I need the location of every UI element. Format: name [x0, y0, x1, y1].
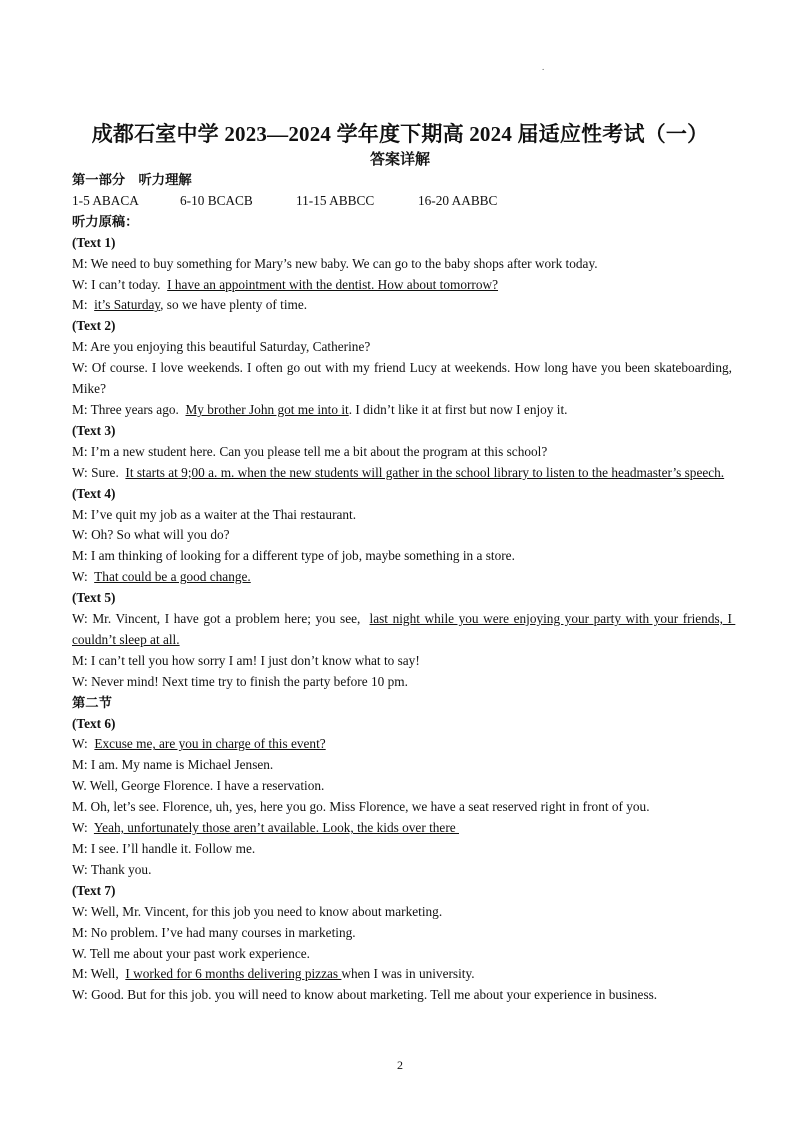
dialogue-line	[72, 985, 732, 1006]
dialogue-line	[72, 755, 732, 776]
answer-group-1: 1-5 ABACA	[72, 192, 139, 208]
dialogue-text: W: Never mind! Next time try to finish the party before 10 pm.	[72, 673, 408, 689]
dialogue-text: M: I’ve quit my job as a waiter at the Thai restaurant.	[72, 506, 357, 522]
answer-key	[72, 191, 732, 212]
dialogue-text: W:	[72, 820, 94, 836]
dialogue-line	[72, 776, 732, 797]
text-label: (Text 1)	[72, 234, 116, 250]
dialogue-text: M: No problem. I’ve had many courses in marketing.	[72, 924, 356, 940]
dialogue-text: M. Oh, let’s see. Florence, uh, yes, here you go. Miss Florence, we have a seat reserved right in front of you.	[72, 799, 650, 815]
text-label: (Text 7)	[72, 882, 116, 898]
dialogue-line	[72, 734, 732, 755]
dialogue-text: M: I’m a new student here. Can you please tell me a bit about the program at this school?	[72, 443, 548, 459]
text-label: (Text 6)	[72, 715, 116, 731]
answer-cue-underlined: I worked for 6 months delivering pizzas	[125, 966, 342, 982]
dialogue-text: W: Mr. Vincent, I have got a problem here; you see,	[72, 611, 370, 627]
answer-group-2: 6-10 BCACB	[180, 192, 253, 208]
dialogue-line	[72, 525, 732, 546]
answer-cue-underlined: it’s Saturday	[94, 297, 161, 313]
section1-transcripts	[72, 233, 736, 693]
section2-transcripts	[72, 714, 732, 1007]
answer-cue-underlined: It starts at 9;00 a. m. when the new students will gather in the school library to listen to the headmaster’s speech.	[125, 464, 725, 480]
document-body	[72, 170, 736, 1006]
dialogue-text: M: I can’t tell you how sorry I am! I just don’t know what to say!	[72, 652, 420, 668]
dialogue-text: W: Oh? So what will you do?	[72, 527, 230, 543]
answer-cue-underlined: My brother John got me into it	[185, 401, 349, 417]
transcript-heading: 听力原稿：	[72, 213, 139, 229]
corner-mark: .	[542, 62, 545, 72]
section1-heading: 第一部分 听力理解	[72, 172, 192, 187]
answer-cue-underlined: Yeah, unfortunately those aren’t available. Look, the kids over there	[93, 820, 459, 836]
answer-cue-underlined: last night while you were enjoying your party with your friends, I couldn’t sleep at all.	[72, 611, 736, 647]
dialogue-text: when I was in university.	[341, 966, 475, 982]
dialogue-line	[72, 442, 732, 463]
dialogue-text: W: Thank you.	[72, 861, 152, 877]
dialogue-line	[72, 839, 732, 860]
dialogue-line	[72, 463, 732, 484]
dialogue-text: W: Well, Mr. Vincent, for this job you need to know about marketing.	[72, 903, 443, 919]
dialogue-text: M: Well,	[72, 966, 126, 982]
answer-cue-underlined: Excuse me, are you in charge of this event?	[94, 736, 326, 752]
dialogue-line	[72, 797, 732, 818]
dialogue-line	[72, 964, 732, 985]
dialogue-line	[72, 546, 732, 567]
dialogue-line	[72, 275, 732, 296]
dialogue-text: M: I am. My name is Michael Jensen.	[72, 757, 274, 773]
dialogue-line	[72, 337, 732, 358]
dialogue-line	[72, 672, 732, 693]
dialogue-line	[72, 651, 732, 672]
dialogue-text: W: I can’t today.	[72, 276, 168, 292]
page-subtitle: 答案详解	[369, 152, 430, 168]
answer-group-4: 16-20 AABBC	[418, 192, 498, 208]
dialogue-line	[72, 295, 732, 316]
dialogue-text: W:	[72, 569, 95, 585]
dialogue-line	[72, 358, 736, 400]
text-label: (Text 2)	[72, 318, 116, 334]
page-number: 2	[397, 1058, 403, 1072]
dialogue-line	[72, 818, 732, 839]
dialogue-text: , so we have plenty of time.	[160, 297, 308, 313]
dialogue-line	[72, 505, 732, 526]
dialogue-text: M: I see. I’ll handle it. Follow me.	[72, 841, 256, 856]
text-label: (Text 4)	[72, 485, 116, 501]
dialogue-line	[72, 567, 732, 588]
dialogue-line	[72, 944, 732, 965]
answer-cue-underlined: That could be a good change.	[94, 569, 251, 585]
answer-cue-underlined: I have an appointment with the dentist. How about tomorrow?	[167, 276, 499, 292]
dialogue-text: W. Tell me about your past work experience.	[72, 945, 310, 961]
dialogue-line	[72, 609, 736, 651]
dialogue-text: W:	[72, 736, 95, 752]
text-label: (Text 5)	[72, 590, 116, 606]
dialogue-text: M: Are you enjoying this beautiful Saturday, Catherine?	[72, 339, 371, 355]
page-title: 成都石室中学 2023—2024 学年度下期高 2024 届适应性考试（一）	[91, 122, 709, 146]
dialogue-line	[72, 860, 732, 881]
dialogue-line	[72, 254, 732, 275]
section2-heading: 第二节	[72, 694, 112, 710]
dialogue-text: W: Good. But for this job. you will need to know about marketing. Tell me about your experience in business.	[72, 987, 658, 1003]
dialogue-line	[72, 400, 732, 421]
dialogue-text: W: Sure.	[72, 464, 126, 480]
answer-group-3: 11-15 ABBCC	[296, 192, 375, 208]
dialogue-text: W: Of course. I love weekends. I often go out with my friend Lucy at weekends. How long have you been skateboarding, Mike?	[72, 360, 736, 397]
dialogue-text: . I didn’t like it at first but now I enjoy it.	[348, 401, 568, 417]
dialogue-line	[72, 923, 732, 944]
dialogue-text: M: We need to buy something for Mary’s new baby. We can go to the baby shops after work today.	[72, 255, 598, 271]
dialogue-text: M: I am thinking of looking for a different type of job, maybe something in a store.	[72, 548, 515, 564]
dialogue-line	[72, 902, 732, 923]
dialogue-text: M: Three years ago.	[72, 401, 186, 417]
text-label: (Text 3)	[72, 422, 116, 438]
dialogue-text: W. Well, George Florence. I have a reservation.	[72, 778, 325, 794]
dialogue-text: M:	[72, 297, 95, 313]
